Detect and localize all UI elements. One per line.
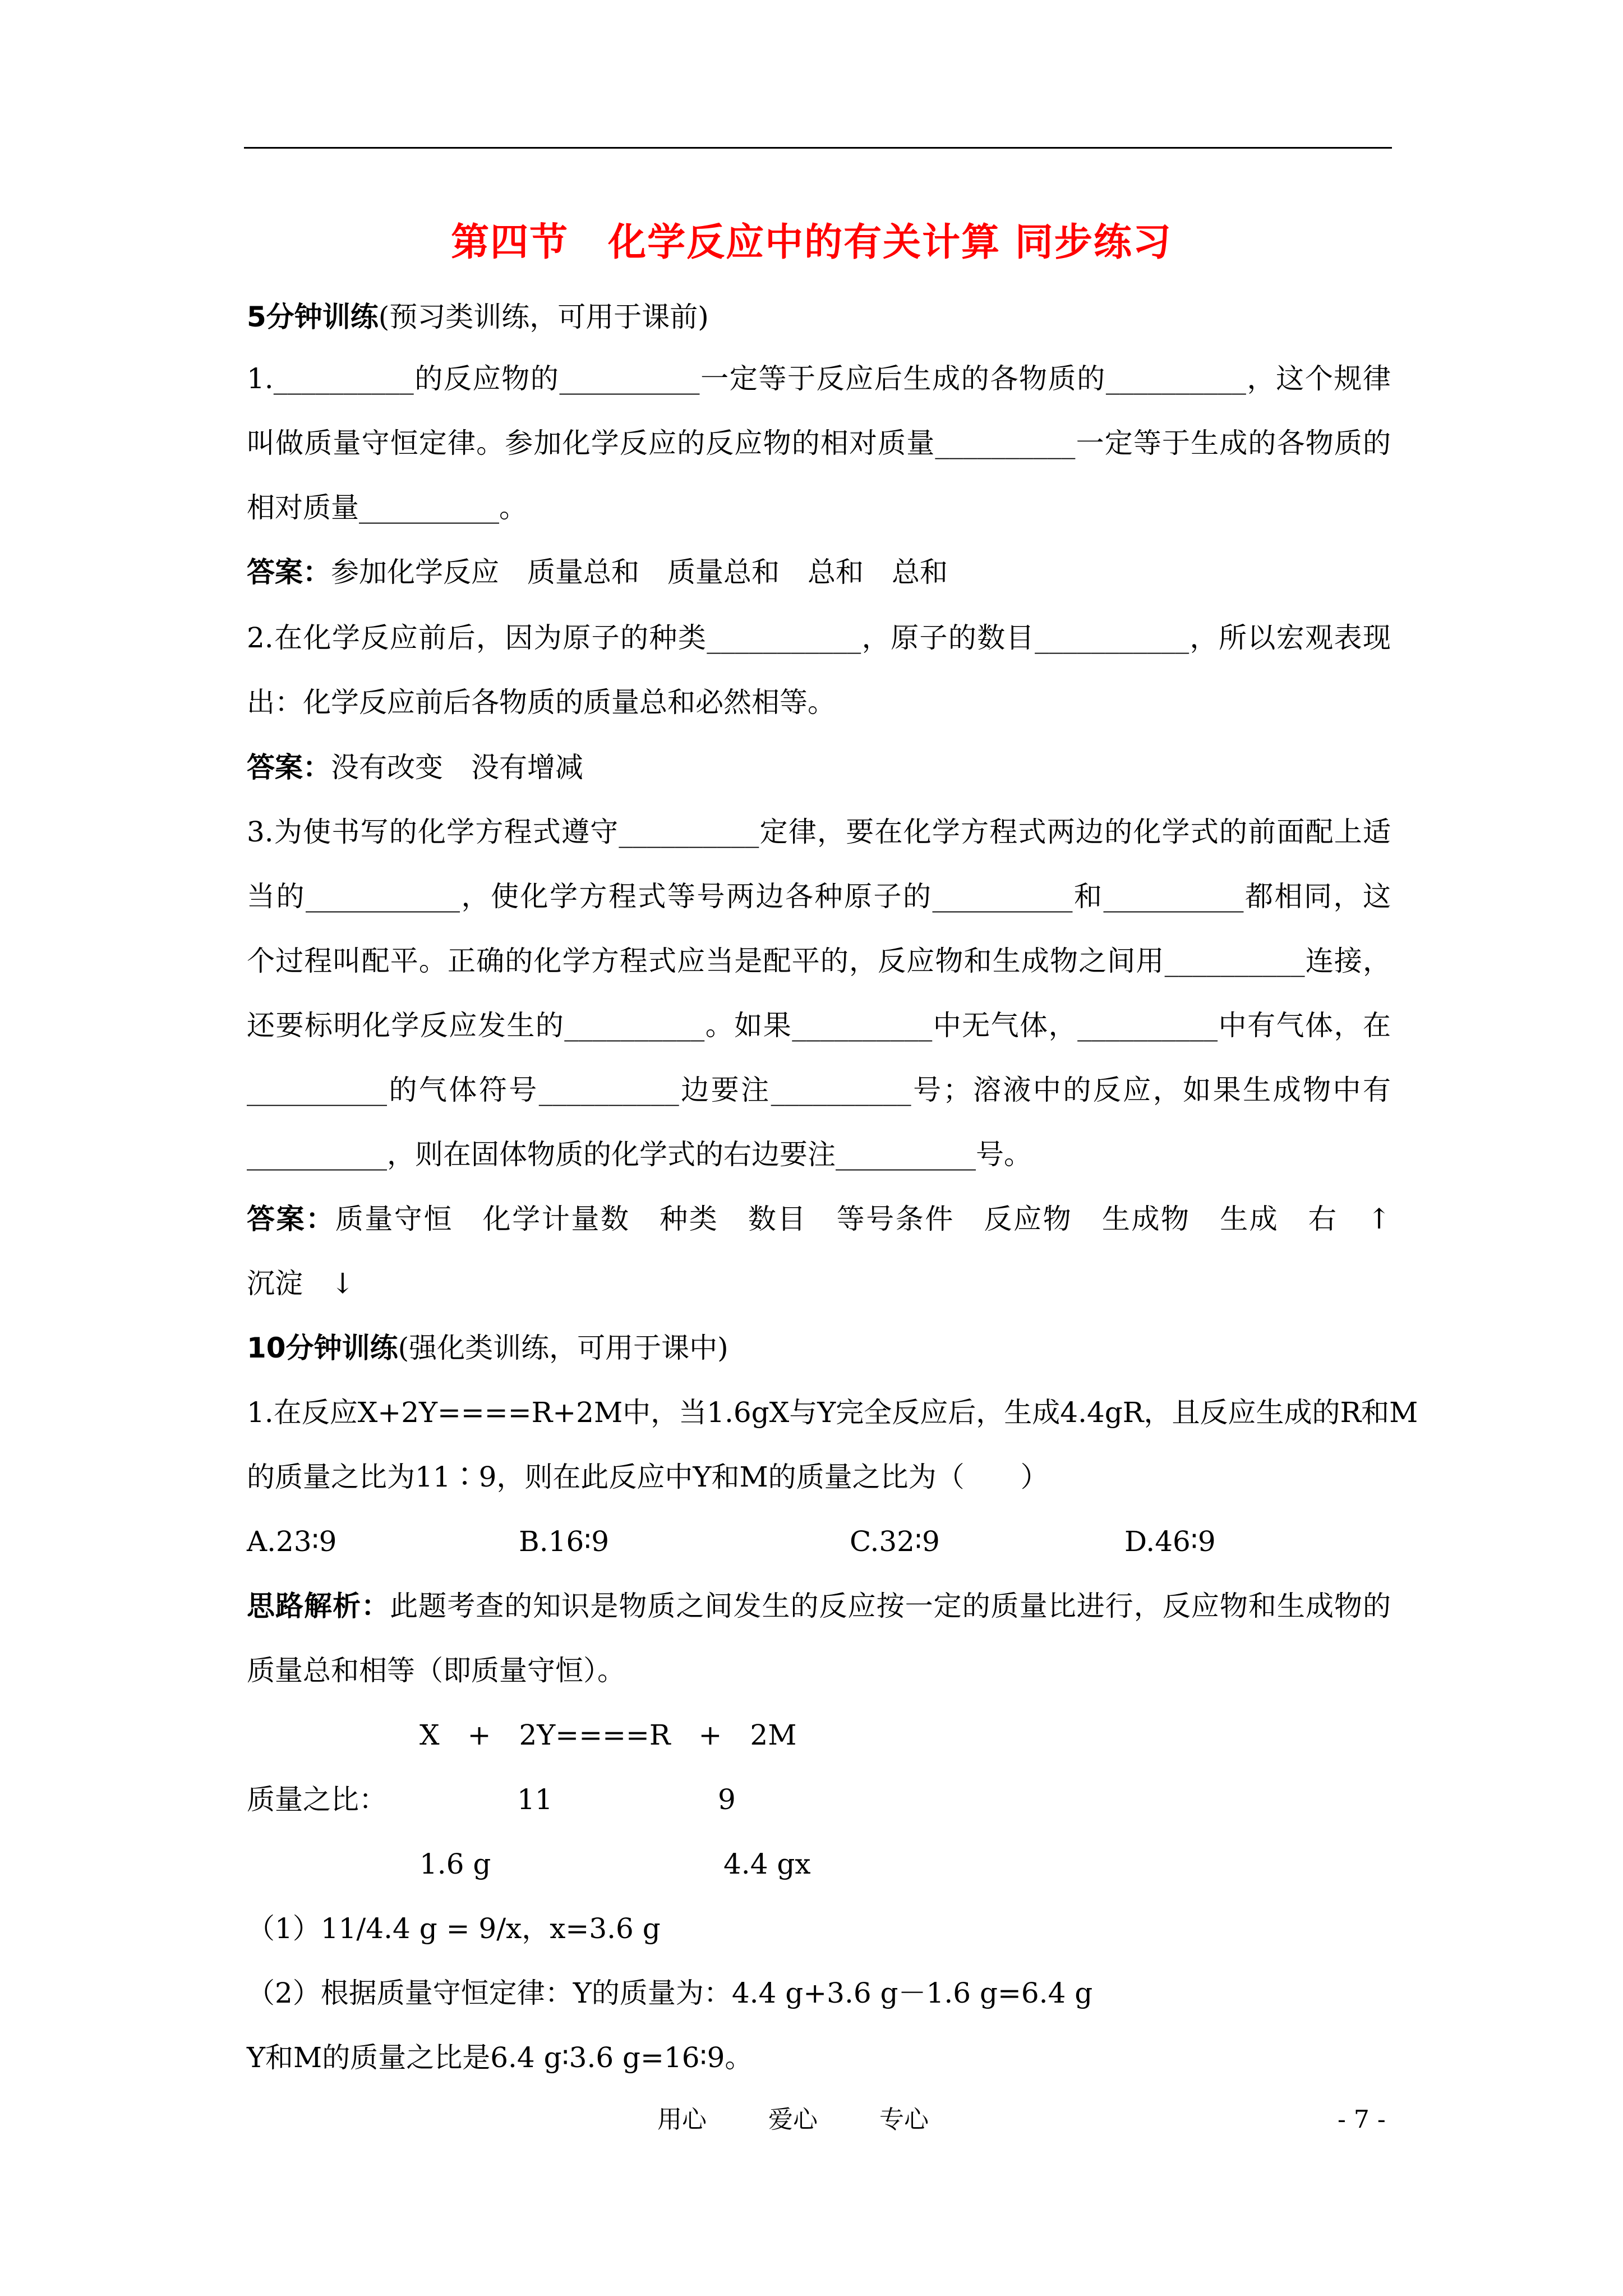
analysis-label: 思路解析： xyxy=(247,1590,390,1622)
answer-2 xyxy=(247,751,583,784)
conclusion: Y和M的质量之比是6.4 g∶3.6 g=16∶9。 xyxy=(247,2041,753,2074)
answer-text: 参加化学反应 质量总和 质量总和 总和 总和 xyxy=(331,556,948,588)
question-s2-1-line-2: 的质量之比为11∶9，则在此反应中Y和M的质量之比为（ ） xyxy=(247,1461,1049,1493)
mass-x: 1.6 g xyxy=(419,1848,491,1880)
question-2-line-1: 2.在化学反应前后，因为原子的种类___________，原子的数目___________，所以宏观表现 xyxy=(247,622,1391,654)
section-subheading: (预习类训练，可用于课前) xyxy=(378,301,709,333)
option-c: C.32∶9 xyxy=(850,1525,940,1558)
question-s2-1-line-1: 1.在反应X+2Y====R+2M中，当1.6gX与Y完全反应后，生成4.4gR，且反应生成的R和M xyxy=(247,1396,1418,1429)
answer-1 xyxy=(247,558,948,586)
analysis-text: 此题考查的知识是物质之间发生的反应按一定的质量比进行，反应物和生成物的 xyxy=(390,1590,1391,1622)
question-3-line-4: 还要标明化学反应发生的__________。如果__________中无气体，__________中有气体，在 xyxy=(247,1009,1391,1042)
question-3-line-6: __________，则在固体物质的化学式的右边要注__________号。 xyxy=(247,1138,1032,1171)
question-3-line-3: 个过程叫配平。正确的化学方程式应当是配平的，反应物和生成物之间用__________连接， xyxy=(247,945,1391,977)
ratio-label: 质量之比： xyxy=(247,1783,387,1816)
mass-r: 4.4 gx xyxy=(723,1848,811,1880)
question-1-line-1: 1.__________的反应物的__________一定等于反应后生成的各物质的__________，这个规律 xyxy=(247,362,1391,395)
footer-motto-2: 爱心 xyxy=(768,2105,818,2134)
answer-text: 没有改变 没有增减 xyxy=(331,751,583,784)
question-2-line-2: 出：化学反应前后各物质的质量总和必然相等。 xyxy=(247,686,836,719)
header-rule xyxy=(244,147,1392,149)
footer-motto-1: 用心 xyxy=(657,2105,707,2134)
ratio-m: 9 xyxy=(718,1783,736,1816)
answer-3-line-1 xyxy=(247,1205,1391,1233)
footer-motto-3: 专心 xyxy=(879,2105,929,2134)
equation: X + 2Y====R + 2M xyxy=(419,1719,797,1751)
answer-label: 答案： xyxy=(247,751,331,784)
option-a: A.23∶9 xyxy=(247,1525,337,1558)
section-heading-label: 10分钟训练 xyxy=(247,1332,398,1364)
answer-3-line-2: 沉淀 ↓ xyxy=(247,1267,354,1300)
step-1: （1）11/4.4 g = 9/x，x=3.6 g xyxy=(247,1912,661,1945)
question-1-line-2: 叫做质量守恒定律。参加化学反应的反应物的相对质量__________一定等于生成的各物质的 xyxy=(247,427,1391,459)
answer-label: 答案： xyxy=(247,556,331,588)
question-3-line-2: 当的___________，使化学方程式等号两边各种原子的__________和__________都相同，这 xyxy=(247,880,1391,913)
page-title: 第四节 化学反应中的有关计算 同步练习 xyxy=(451,220,1172,265)
option-d: D.46∶9 xyxy=(1124,1525,1216,1558)
analysis-line-1 xyxy=(247,1592,1391,1620)
section-subheading: (强化类训练，可用于课中) xyxy=(398,1332,728,1364)
section-heading-label: 5分钟训练 xyxy=(247,301,379,333)
analysis-line-2: 质量总和相等（即质量守恒）。 xyxy=(247,1654,625,1687)
step-2: （2）根据质量守恒定律：Y的质量为：4.4 g+3.6 g－1.6 g=6.4 g xyxy=(247,1977,1093,2009)
option-b: B.16∶9 xyxy=(519,1525,610,1558)
section-heading-10min xyxy=(247,1334,728,1362)
page-number: - 7 - xyxy=(1338,2105,1386,2134)
question-3-line-5: __________的气体符号__________边要注__________号；溶液中的反应，如果生成物中有 xyxy=(247,1074,1391,1106)
answer-text: 质量守恒 化学计量数 种类 数目 等号条件 反应物 生成物 生成 右 ↑ xyxy=(335,1203,1391,1235)
question-1-line-3: 相对质量__________。 xyxy=(247,491,527,524)
question-3-line-1: 3.为使书写的化学方程式遵守__________定律，要在化学方程式两边的化学式的前面配上适 xyxy=(247,816,1391,848)
ratio-r: 11 xyxy=(517,1783,553,1816)
answer-label: 答案： xyxy=(247,1203,335,1235)
section-heading-5min xyxy=(247,303,709,331)
